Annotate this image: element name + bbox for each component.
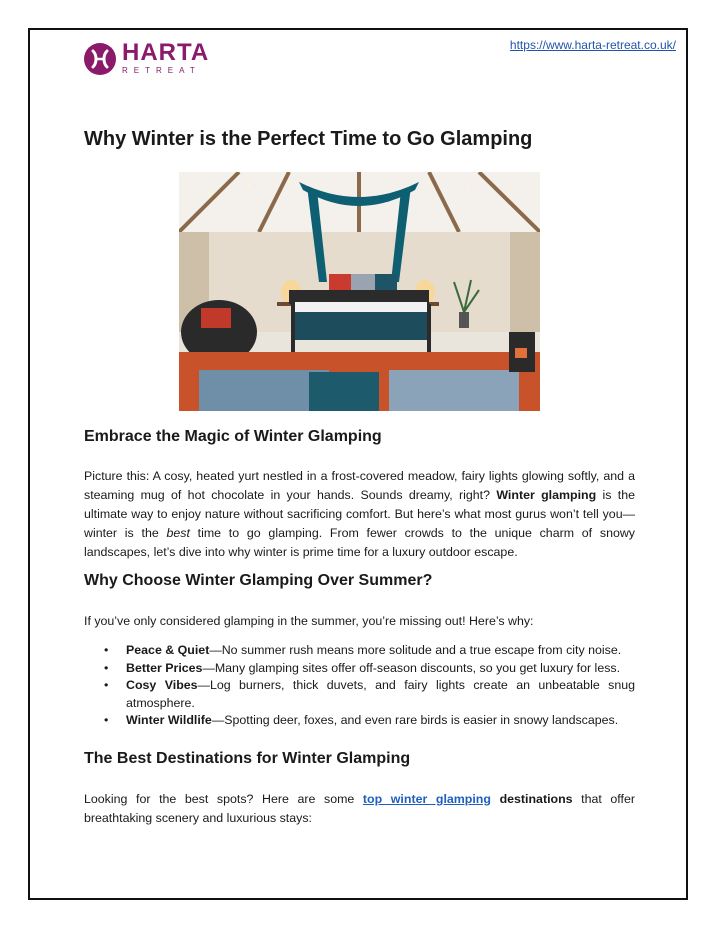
section1-paragraph: Picture this: A cosy, heated yurt nestled in a frost-covered meadow, fairy lights glowing softly, and a steaming mug of hot chocolate in your hands. Sounds dreamy, right? Winter glamping is the ultimate way to enjoy nature without sacrificing comfort. But here’s what most gurus won’t tell you—winter is the best time to go glamping. From fewer crowds to the unique charm of snowy landscapes, let’s dive into why winter is prime time for a luxury outdoor escape. [84, 469, 635, 559]
list-item: • Peace & Quiet—No summer rush means more solitude and a true escape from city noise. [84, 642, 635, 660]
section2-intro: If you’ve only considered glamping in the summer, you’re missing out! Here’s why: [84, 614, 534, 628]
bullet-icon: • [104, 643, 109, 657]
list-item: • Cosy Vibes—Log burners, thick duvets, and fairy lights create an unbeatable snug atmosphere. [104, 678, 635, 710]
section-heading-why-choose: Why Choose Winter Glamping Over Summer? [84, 572, 433, 589]
section3-paragraph: Looking for the best spots? Here are some top winter glamping destinations that offer breathtaking scenery and luxurious stays: [84, 792, 635, 825]
logo-mark-icon [84, 43, 116, 75]
harta-logo[interactable] [84, 39, 210, 75]
section-heading-embrace: Embrace the Magic of Winter Glamping [84, 428, 382, 445]
site-url-link[interactable]: https://www.harta-retreat.co.uk/ [509, 38, 676, 52]
top-winter-glamping-link[interactable]: top winter glamping [362, 792, 491, 806]
page-frame [28, 28, 688, 900]
bullet-icon: • [104, 660, 109, 675]
bullet-icon: • [104, 713, 109, 727]
yurt-interior-photo [179, 172, 540, 411]
logo-name: HARTA [122, 39, 210, 66]
bullet-icon: • [104, 678, 109, 692]
list-item: • Better Prices—Many glamping sites offer off-season discounts, so you get luxury for less. [84, 660, 635, 678]
logo-subtitle: RETREAT [122, 66, 201, 75]
page-title: Why Winter is the Perfect Time to Go Glamping [84, 128, 533, 150]
benefits-list [84, 642, 635, 730]
section-heading-destinations: The Best Destinations for Winter Glamping [84, 750, 411, 767]
list-item: • Winter Wildlife—Spotting deer, foxes, and even rare birds is easier in snowy landscapes. [84, 712, 635, 730]
